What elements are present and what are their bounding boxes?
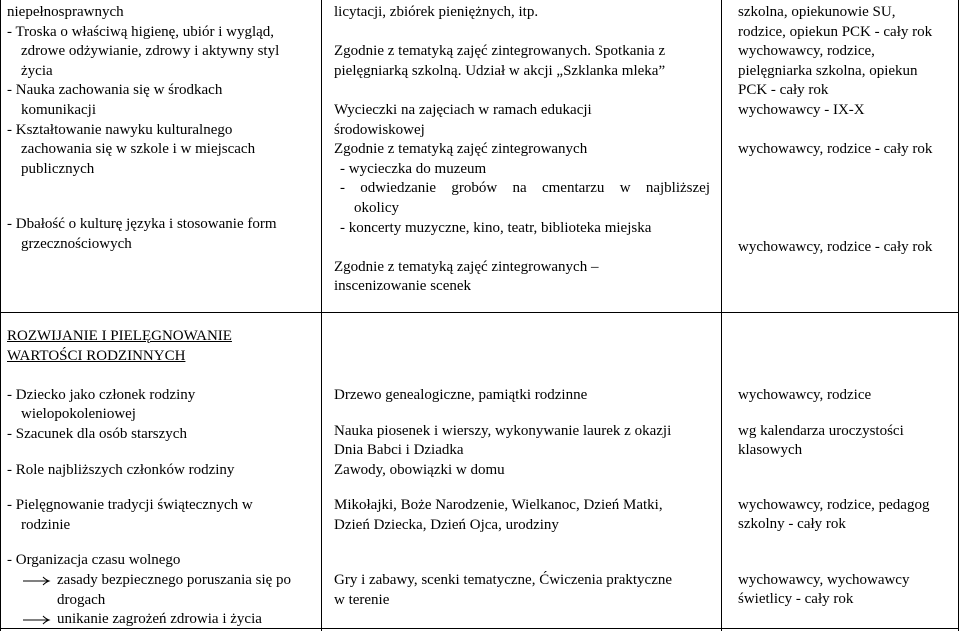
text-line: wychowawcy, rodzice - cały rok <box>738 141 933 158</box>
text-line: Dzień Dziecka, Dzień Ojca, urodziny <box>334 516 559 533</box>
text-line: - Nauka zachowania się w środkach <box>7 82 223 99</box>
text-line: środowiskowej <box>334 121 425 138</box>
text-line: - koncerty muzyczne, kino, teatr, biblioteka miejska <box>340 219 652 236</box>
text-line: licytacji, zbiórek pieniężnych, itp. <box>334 4 539 20</box>
text-line: - Pielęgnowanie tradycji świątecznych w <box>7 497 253 514</box>
text-line: drogach <box>57 591 106 608</box>
bottom-activities-cell <box>334 386 716 610</box>
text-line: unikanie zagrożeń zdrowia i życia <box>57 611 262 628</box>
column-divider-1 <box>321 0 322 631</box>
text-line: komunikacji <box>21 101 96 118</box>
text-line: - wycieczka do muzeum <box>340 160 487 177</box>
text-line: - Troska o właściwą higienę, ubiór i wygląd, <box>7 23 275 40</box>
top-responsible-cell <box>738 3 953 258</box>
column-divider-2 <box>721 0 722 631</box>
text-line: wychowawcy, rodzice, <box>738 43 875 60</box>
text-line: pielęgniarka szkolna, opiekun <box>738 62 918 79</box>
text-line: wychowawcy, rodzice <box>738 387 872 403</box>
text-line: Gry i zabawy, scenki tematyczne, Ćwiczenia praktyczne <box>334 572 673 589</box>
text-line: Wycieczki na zajęciach w ramach edukacji <box>334 101 592 118</box>
text-line: Drzewo genealogiczne, pamiątki rodzinne <box>334 387 588 403</box>
row-divider <box>0 312 959 313</box>
text-line: świetlicy - cały rok <box>738 591 854 608</box>
text-line: wychowawcy, wychowawcy <box>738 571 910 588</box>
bottom-goals-cell <box>7 327 317 630</box>
text-line: Zgodnie z tematyką zajęć zintegrowanych – <box>334 258 599 275</box>
text-line: - Organizacja czasu wolnego <box>7 552 181 569</box>
top-activities-cell <box>334 3 716 297</box>
arrow-right-icon <box>21 610 51 629</box>
text-line: wielopokoleniowej <box>21 406 136 423</box>
text-line: okolicy <box>354 199 399 216</box>
top-goals-cell <box>7 3 317 254</box>
list-item <box>7 610 317 630</box>
text-line: PCK - cały rok <box>738 82 829 99</box>
text-line: Zgodnie z tematyką zajęć zintegrowanych. Spotkania z <box>334 43 666 60</box>
text-line: zachowania się w szkole i w miejscach <box>21 141 256 158</box>
text-line: publicznych <box>21 160 95 177</box>
text-line: pielęgniarką szkolną. Udział w akcji „Szklanka mleka” <box>334 62 666 79</box>
text-line: szkolna, opiekunowie SU, <box>738 4 896 20</box>
text-line: wychowawcy, rodzice - cały rok <box>738 239 933 256</box>
text-line: - Dbałość o kulturę języka i stosowanie form <box>7 215 277 232</box>
text-line: - odwiedzanie grobów na cmentarzu w najbliższej <box>340 180 710 197</box>
section-heading: WARTOŚCI RODZINNYCH <box>7 347 186 364</box>
text-line: Dnia Babci i Dziadka <box>334 442 464 459</box>
text-line: szkolny - cały rok <box>738 516 846 533</box>
text-line: niepełnosprawnych <box>7 4 124 20</box>
text-line: rodzinie <box>21 516 71 533</box>
text-line: wychowawcy, rodzice, pedagog <box>738 496 930 513</box>
text-line: Nauka piosenek i wierszy, wykonywanie laurek z okazji <box>334 422 672 439</box>
table-border-right <box>958 0 959 631</box>
text-line: rodzice, opiekun PCK - cały rok <box>738 23 933 40</box>
table-border-left <box>0 0 1 631</box>
section-heading: ROZWIJANIE I PIELĘGNOWANIE <box>7 328 232 344</box>
text-line: Zawody, obowiązki w domu <box>334 461 505 478</box>
text-line: zasady bezpiecznego poruszania się po <box>57 571 292 588</box>
text-line: Zgodnie z tematyką zajęć zintegrowanych <box>334 141 588 158</box>
text-line: grzecznościowych <box>21 235 132 252</box>
bottom-responsible-cell <box>738 386 953 610</box>
text-line: inscenizowanie scenek <box>334 278 472 295</box>
text-line: - Kształtowanie nawyku kulturalnego <box>7 121 233 138</box>
text-line: - Szacunek dla osób starszych <box>7 425 187 442</box>
text-line: życia <box>21 62 53 79</box>
text-line: wychowawcy - IX-X <box>738 101 865 118</box>
text-line: zdrowe odżywianie, zdrowy i aktywny styl <box>21 43 280 60</box>
text-line: Mikołajki, Boże Narodzenie, Wielkanoc, Dzień Matki, <box>334 497 663 514</box>
text-line: w terenie <box>334 591 390 608</box>
text-line: klasowych <box>738 442 803 459</box>
list-item <box>7 571 317 610</box>
arrow-right-icon <box>21 571 51 590</box>
text-line: wg kalendarza uroczystości <box>738 422 904 439</box>
text-line: - Dziecko jako członek rodziny <box>7 386 196 403</box>
text-line: - Role najbliższych członków rodziny <box>7 461 235 478</box>
